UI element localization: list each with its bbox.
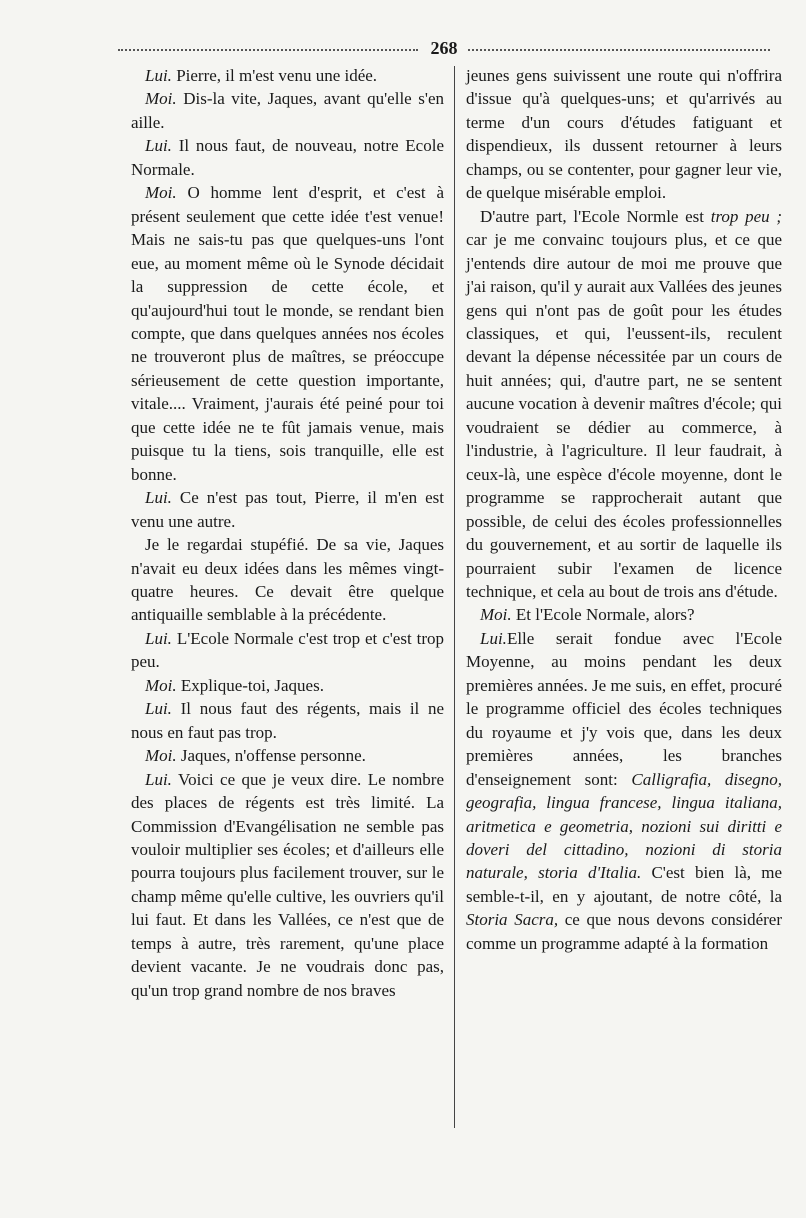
dialogue-text: Il nous faut des régents, mais il ne nous en faut pas trop.: [131, 699, 444, 742]
speaker-label: Lui.: [145, 769, 172, 789]
paragraph-text: car je me convainc toujours plus, et ce que j'entends dire autour de moi me prouve que j'ai raison, qu'il y aurait aux Vallées des jeunes gens qui n'ont pas de goût pour les études classiques, et qui, l'eussent-ils, reculent devant la dépense nécessitée par un cours de huit années; qui, d'autre part, ne se sentent aucune vocation à devenir maîtres d'école; qui voudraient se dédier au commerce, à l'industrie, à l'agriculture. Il leur faudrait, à ceux-là, une espèce d'école moyenne, dont le programme se rapprocherait autant que possible, de celui des écoles professionnelles du gouvernement, et au sortir de laquelle ils pourraient subir l'examen de licence technique, et cela au bout de trois ans d'étude.: [466, 230, 782, 601]
dialogue-line: [131, 181, 444, 486]
dialogue-line: [131, 87, 444, 134]
paragraph: [466, 205, 782, 604]
dialogue-line: [131, 64, 444, 87]
emphasis-text: Storia Sacra,: [466, 910, 559, 930]
dialogue-line: [131, 674, 444, 697]
dialogue-text: Elle serait fondue avec l'Ecole Moyenne, au moins pendant les deux premières années. Je me suis, en effet, procuré le programme officiel des écoles techniques du royaume et j'y vois que, dans les deux premières années, les branches d'enseignement sont:: [466, 628, 782, 789]
dialogue-text: Voici ce que je veux dire. Le nombre des places de régents est très limité. La Commission d'Evangélisation ne semble pas vouloir multiplier ses écoles; et d'ailleurs elle pourra toujours plus facilement trouver, sur le champ même qu'elle cultive, les ouvriers qu'il lui faut. Et dans les Vallées, ce n'est que de temps à autre, très rarement, qu'une place devient vacante. Je ne voudrais donc pas, qu'un trop grand nombre de nos braves: [131, 769, 444, 1000]
dialogue-text: ce que nous devons considérer comme un programme adapté à la formation: [466, 910, 782, 953]
subject-list: Calligrafia, disegno, geografia, lingua francese, lingua italiana, aritmetica e geometria, nozioni sui diritti e doveri del cittadino, nozioni di storia naturale, storia d'Italia.: [466, 769, 782, 883]
speaker-label: Lui.: [480, 628, 507, 648]
speaker-label: Lui.: [145, 66, 172, 85]
right-column: [466, 64, 782, 955]
speaker-label: Moi.: [145, 89, 177, 109]
dialogue-line: [466, 603, 782, 626]
paragraph-text: jeunes gens suivissent une route qui n'offrira d'issue qu'à quelques-uns; et qu'arrivés au terme d'un cours d'études fatiguant et dispendieux, ils dussent retourner à leurs champs, ou se contenter, pour gagner leur vie, de quelque misérable emploi.: [466, 66, 782, 203]
page-header: [118, 38, 770, 58]
dialogue-line: [131, 486, 444, 533]
speaker-label: Moi.: [145, 183, 177, 203]
continued-paragraph: [466, 64, 782, 205]
paragraph-text: D'autre part, l'Ecole Normle est: [480, 206, 711, 226]
dialogue-text: Ce n'est pas tout, Pierre, il m'en est venu une autre.: [131, 488, 444, 531]
page-number: 268: [425, 38, 464, 59]
dialogue-text: Jaques, n'offense personne.: [176, 746, 366, 766]
dialogue-line: [131, 627, 444, 674]
speaker-label: Lui.: [145, 136, 172, 156]
dialogue-line: [131, 697, 444, 744]
dialogue-text: Pierre, il m'est venu une idée.: [171, 66, 378, 85]
dialogue-line: [131, 744, 444, 767]
dialogue-text: Dis-la vite, Jaques, avant qu'elle s'en aille.: [131, 89, 444, 132]
speaker-label: Lui.: [145, 628, 172, 648]
header-rule-left: [118, 49, 418, 51]
speaker-label: Lui.: [145, 488, 172, 508]
dialogue-text: Et l'Ecole Normale, alors?: [511, 605, 695, 625]
speaker-label: Lui.: [145, 699, 172, 719]
dialogue-text: Il nous faut, de nouveau, notre Ecole Normale.: [131, 136, 444, 179]
header-rule-right: [468, 49, 770, 51]
dialogue-line: [131, 134, 444, 181]
narration-text: Je le regardai stupéfié. De sa vie, Jaques n'avait eu deux idées dans les mêmes vingt-quatre heures. Ce devait être quelque antiquaille semblable à la précédente.: [131, 535, 444, 625]
speaker-label: Moi.: [145, 675, 177, 695]
left-column: [131, 64, 444, 1002]
dialogue-line: [466, 627, 782, 955]
dialogue-text: C'est bien là, me semble-t-il, en y ajoutant, de notre côté, la: [466, 863, 782, 906]
speaker-label: Moi.: [145, 746, 177, 766]
dialogue-text: Explique-toi, Jaques.: [176, 675, 324, 695]
narration-paragraph: [131, 533, 444, 627]
speaker-label: Moi.: [480, 605, 512, 625]
emphasis-text: trop peu ;: [710, 206, 782, 226]
dialogue-text: L'Ecole Normale c'est trop et c'est trop peu.: [131, 628, 444, 672]
column-divider: [454, 66, 455, 1128]
dialogue-text: O homme lent d'esprit, et c'est à présent seulement que cette idée t'est venue! Mais ne sais-tu pas que quelques-uns l'ont eue, au moment même où le Synode décidait la suppression de cette école, et qu'aujourd'hui tout le monde, se rendant bien compte, que dans quelques années nos écoles ne trouveront plus de maîtres, se préoccupe sérieusement de cette question importante, vitale.... Vraiment, j'aurais été peiné pour toi que cette idée ne te fût jamais venue, mais puisque tu la tiens, sois tranquille, elle est bonne.: [131, 183, 444, 484]
dialogue-line: [131, 768, 444, 1003]
